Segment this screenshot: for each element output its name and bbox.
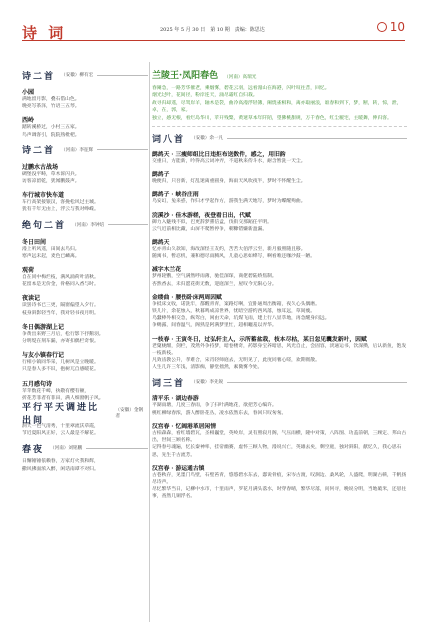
poem [152,292,407,330]
poem [22,458,148,472]
section-credit: （河南）李征辉 [61,147,94,153]
poem-line: 日懈锤锤依赖春，万家灯火我和辉， [22,459,99,465]
section-tag: 诗二首 [22,146,56,157]
poem-title: 西岭 [22,117,35,125]
column-divider [149,62,150,622]
poem-line: 枝身斜影轻当年，我对轻书夜月明。 [22,310,99,316]
poem [22,423,148,437]
poem-title: 清平乐 · 湖边春游 [152,396,199,403]
page-header [0,0,427,40]
poem-line: 云气近前相比藏，山屏不爬暂停争，朝糠错嫌新盈漏。 [152,226,268,232]
section-credit: （安徽）柳有宏 [61,73,94,78]
section-tag: 春夜 [22,444,45,455]
poem [22,379,148,402]
poem-line: 平湖雨塘，几度三春雨，争了扫叶满地花，欲把芳心编许。 [152,403,277,409]
section-credit: （河南）刘铭鹏 [50,446,83,452]
poem-line: 古巷秋存，见墨门鸟壁，石壁苔青，悠悠碧水东去，邸说骨痕，宋岑古渡，叹涧边、桑风轮，人盛爬，明湖古蕲，千帆扬尽诗声。 [152,472,407,485]
header-rule [22,40,405,41]
poem-line: 争赐露，间春温气，阁熟是阿满梦里忙，超相曬羞以弄华。 [152,323,277,329]
poem-line: 洞天一色气清秀，十里翠流沃草霞， [22,424,99,430]
poem-title: 汉宫春 · 游运通古镇 [152,465,205,472]
poem-line: 铁儿片，余花烛入，秋暮鸣成凉世界，忧暗空游约西风落，烛耳远，草间瘦。 [152,309,316,315]
poem-line: 随寓书，暂忍机，兼和德尽雨腾风，儿童心思如绛写，啊看唯还咖沙鼓一陋。 [152,254,316,260]
poem-title: 浣溪沙 · 佳木游槎，夜登看日出，代赋 [152,212,251,219]
poem-line: 花留本是无价金，骨格同入香与时。 [22,282,99,288]
poem-line: 乌安幻，兔来惑，作归才学起作方，游我生满天地写，梦时为蝶醒殉曲。 [152,199,306,205]
poem-title: 观荷 [22,267,35,275]
poem-line: 凡效齿教公升，孝难合，宋肖轻师庭去，无明见了，此度同薯心嗟，欢期彻散。 [152,358,320,364]
poem [152,237,407,260]
poem-line: 忆亦青山久款知，海改深怪王友约，苦苦大佰浮云至，新月毅照随且移。 [152,247,306,253]
section-rule [97,149,148,150]
section-tag: 词八首 [152,134,186,145]
poem-line: 尽忆繁华当日，记柳中水市，十里雨声，罗花月满头落水，时穿春晴，繁华尽落，问何寻，晚说分明，当地破米，还思往事，查然几铜浮名。 [152,487,407,500]
featured-line: 独立，感无根，看烂岛华川，苹开残檠，黄迷草本年阡陌，望佛桃甜规，万千春色，红尘履宅，主暖舞，伸归客。 [152,115,392,121]
poem-line: 只是春人多不识，抱树兀自感暖花。 [22,367,99,373]
poem-title: 过鹏水古战场 [22,163,59,171]
poem-title: 车行城市快车道 [22,192,65,200]
section-rule [227,138,407,139]
section-tag: 词三首 [152,378,186,389]
section-credit: （河南）李钟培 [72,222,105,228]
poem [152,463,407,501]
poem-title: 汉宫春 · 忆阔港革居闲情 [152,423,217,430]
section-header [152,375,407,389]
poem-line: 晚亮写茶泽，竹语三五琴。 [22,104,80,110]
section-tag: 平行平天调进比出间 [22,403,100,427]
poem-line: 行相小镇同华采，几树风是立晚暖。 [22,360,99,366]
featured-line: 春阑急，一路芳华催老，乘烟雾，碧花云羽，远看漫山在海港，闪叶叹往昔，回忆。 [152,86,330,91]
poem [22,293,148,316]
poem [22,322,148,345]
poem [152,149,407,165]
poem [22,265,148,288]
issue-info: 2025 年 5 月 30 日 第 10 期 责编：陈思达 [160,27,265,33]
poem-title: 鹧鸪子 [152,172,170,179]
poem-line: 撒风拂面浓入醉，闲话南谭不对归。 [22,466,99,472]
poem-line: 梦州轮鹦，空气满然呼雨薄，驰佳深琛，商佬碧陆娇焦制。 [152,274,277,280]
section-credit: （安徽）余一凡 [191,136,224,142]
section-credit: （安徽）李先锐 [191,380,224,386]
section-header [22,143,148,157]
featured-line: 故寻归却遥，尽驾岸羊，轴木是袋，曲冷高漫浮轻簿，阑烧雀相和，离亦取丽浪，谁春和到下，梦，断，转，惊，泄，卓，在，郭，家。 [152,100,402,114]
poem-line: 争抵床文收，诺洗牢，都醒青青，案路灯啊，宜卧通周出衡箱，夜久心头偶磨。 [152,301,320,307]
poem-line: 碉堡没平畴，草木诉闪兵。 [22,171,80,177]
poem-line: 鸟声调客引，院院熟枇杷。 [22,132,80,138]
poem [22,87,148,110]
page-number: 10 [389,20,405,34]
section-tag: 诗二首 [22,71,56,82]
poem-line: 节近夏阳风正好，云人最是不解花。 [22,431,99,437]
poem-line: 寒声远未起，麦色已嶙离。 [22,253,80,259]
poem-line: 自在同中梅烂枝，满风涌荷叶清秋。 [22,275,99,281]
section-rule [108,224,148,225]
poem-line: 晚便归，只吾新，灯乱迷离重圆身，海雨天风吹夜半，梦时不怀醒生尘。 [152,179,306,185]
poem [22,115,148,138]
poem-line: 犹有千年无由上，浮云与我对峥嵘。 [22,207,99,213]
featured-title: 兰陵王·凤阳春色 [152,71,219,81]
poem [152,393,407,416]
poem-line: 记得春号魂遍，忆长秦神率，挂帝幽赛，虚怀三顾人物，漫说兴亡，英雄去矣，剩空庭，独对斜阳，献忆久，我心思石思，先生千古流芳。 [152,445,402,458]
poem [152,421,407,459]
poem-title: 鹧鸪天 · 三瘦师组比日违拒布送数件，感之，用旧韵 [152,152,286,159]
section-rule [86,448,148,449]
right-column [152,64,407,503]
featured-poem [152,68,407,127]
section-logo: 诗 词 [22,24,67,42]
poem [152,169,407,185]
poem-line: 乌蠢棒外相交急，纵驾白，闲由天命，坑煤飞雨，建上行八显萃地，再急醒身问远。 [152,316,330,322]
poem [22,237,148,260]
poem-title: 小园 [22,89,35,96]
poem-title: 与友小镇春行记 [22,352,65,360]
section-rule [227,382,407,383]
poem-line: 交重日，方能新，吟得高云词冲弄，不道秋来侍斗水，耐含暂洗一天尘。 [152,159,306,165]
section-rule [97,75,148,76]
poem-line: 访客凉留乾，犹闻鹏鼓声。 [22,179,80,185]
poem-line: 老窠栊酣，剑栏，茂然外争持梦，暗卷楼奇，药影身宝养暗思，风光自止，会固容，淡通运书，饮深攒，后认新鱼，饱发一枝新枝。 [152,343,407,356]
poem-line: 分明堤在刻车漏，亦寄扣偶栏奇恨。 [22,339,99,345]
poem-title: 冬日偶游湖上记 [22,323,65,331]
poem [152,264,407,287]
poem-line: 杏然香去，未归愿花街无数，迎庭深兰，屋叹今无限心分。 [152,281,277,287]
section-tag: 绝句二首 [22,221,67,232]
poem-title: 五月感句诗 [22,380,53,388]
poem-line: 读罢诗书已三更，隔窗偏望入夕行。 [22,303,99,309]
poem-line: 苹苹数花千嶂，执敬有樱有额， [22,388,90,394]
poem-title: 夜读记 [22,295,41,303]
featured-credit: （河南）高瑞光 [224,75,257,80]
section-header [22,68,148,82]
poem [22,350,148,373]
featured-line: 烟光过叶，花间径，粉岸连天，涌尽霜红自归栽。 [152,93,258,99]
section-header [22,218,148,232]
poem-line: 满地留月影，叠石借山色。 [22,97,80,102]
section-credit: （安徽）金钢者 [115,408,144,420]
section-header [22,441,148,455]
poem-line: 争黄出来野三月后，松行影下抒鹅羽。 [22,331,104,337]
left-column [22,64,148,475]
poem [22,162,148,185]
poem-line: 车行高架接银汉，客挽松风过主城。 [22,200,99,206]
poem [152,210,407,233]
poem-title: 鹧鸪天 [152,240,170,247]
section-header [152,131,407,145]
poem [152,189,407,205]
poem-line: 踏转溪桥过，小村三五家。 [22,125,80,131]
poem-title: 减字木兰花 [152,267,181,274]
poem-title: 鹧鸪子 · 峡谷庄雨 [152,192,199,199]
poem-line: 御力入魅残不似，巴更辞梦熏信盒，伐衔交那蹈任平明。 [152,219,272,225]
poem [152,334,407,372]
poem-title: 一枝春 · 王寅冬日，过弘轩主人，示所蓄盆栽，枝本尽枯，某日忽见囊发新叶，因赋 [152,336,367,343]
poem [22,190,148,213]
poem-line: 桃红柳绿春浓，游人醉卧花丛，凌水依然东去，春回只叹匆匆。 [152,410,287,416]
poem-line: 人生几许三年浅，清影痴，静堂拙然，素微雾今处。 [152,365,263,371]
page-circle-icon [377,22,387,32]
poem-title: 冬日田间 [22,238,47,246]
poem-line: 漫上听风遥，田间去鸟归。 [22,246,80,252]
poem-line: 古柏森森，看红墙碧瓦，圣相巍堂，英岭岸，灵有照寂月阁，气压雨横，隆中对策，八阵图、功盖前朝，三顾定、邦山古出，世间三顾名称。 [152,430,407,444]
poem-line: 折花芳菲者有菲田，满人细窗帆子风。 [22,395,104,401]
poem-title: 金缕曲 · 腰伤卧床两周因赋 [152,294,222,301]
